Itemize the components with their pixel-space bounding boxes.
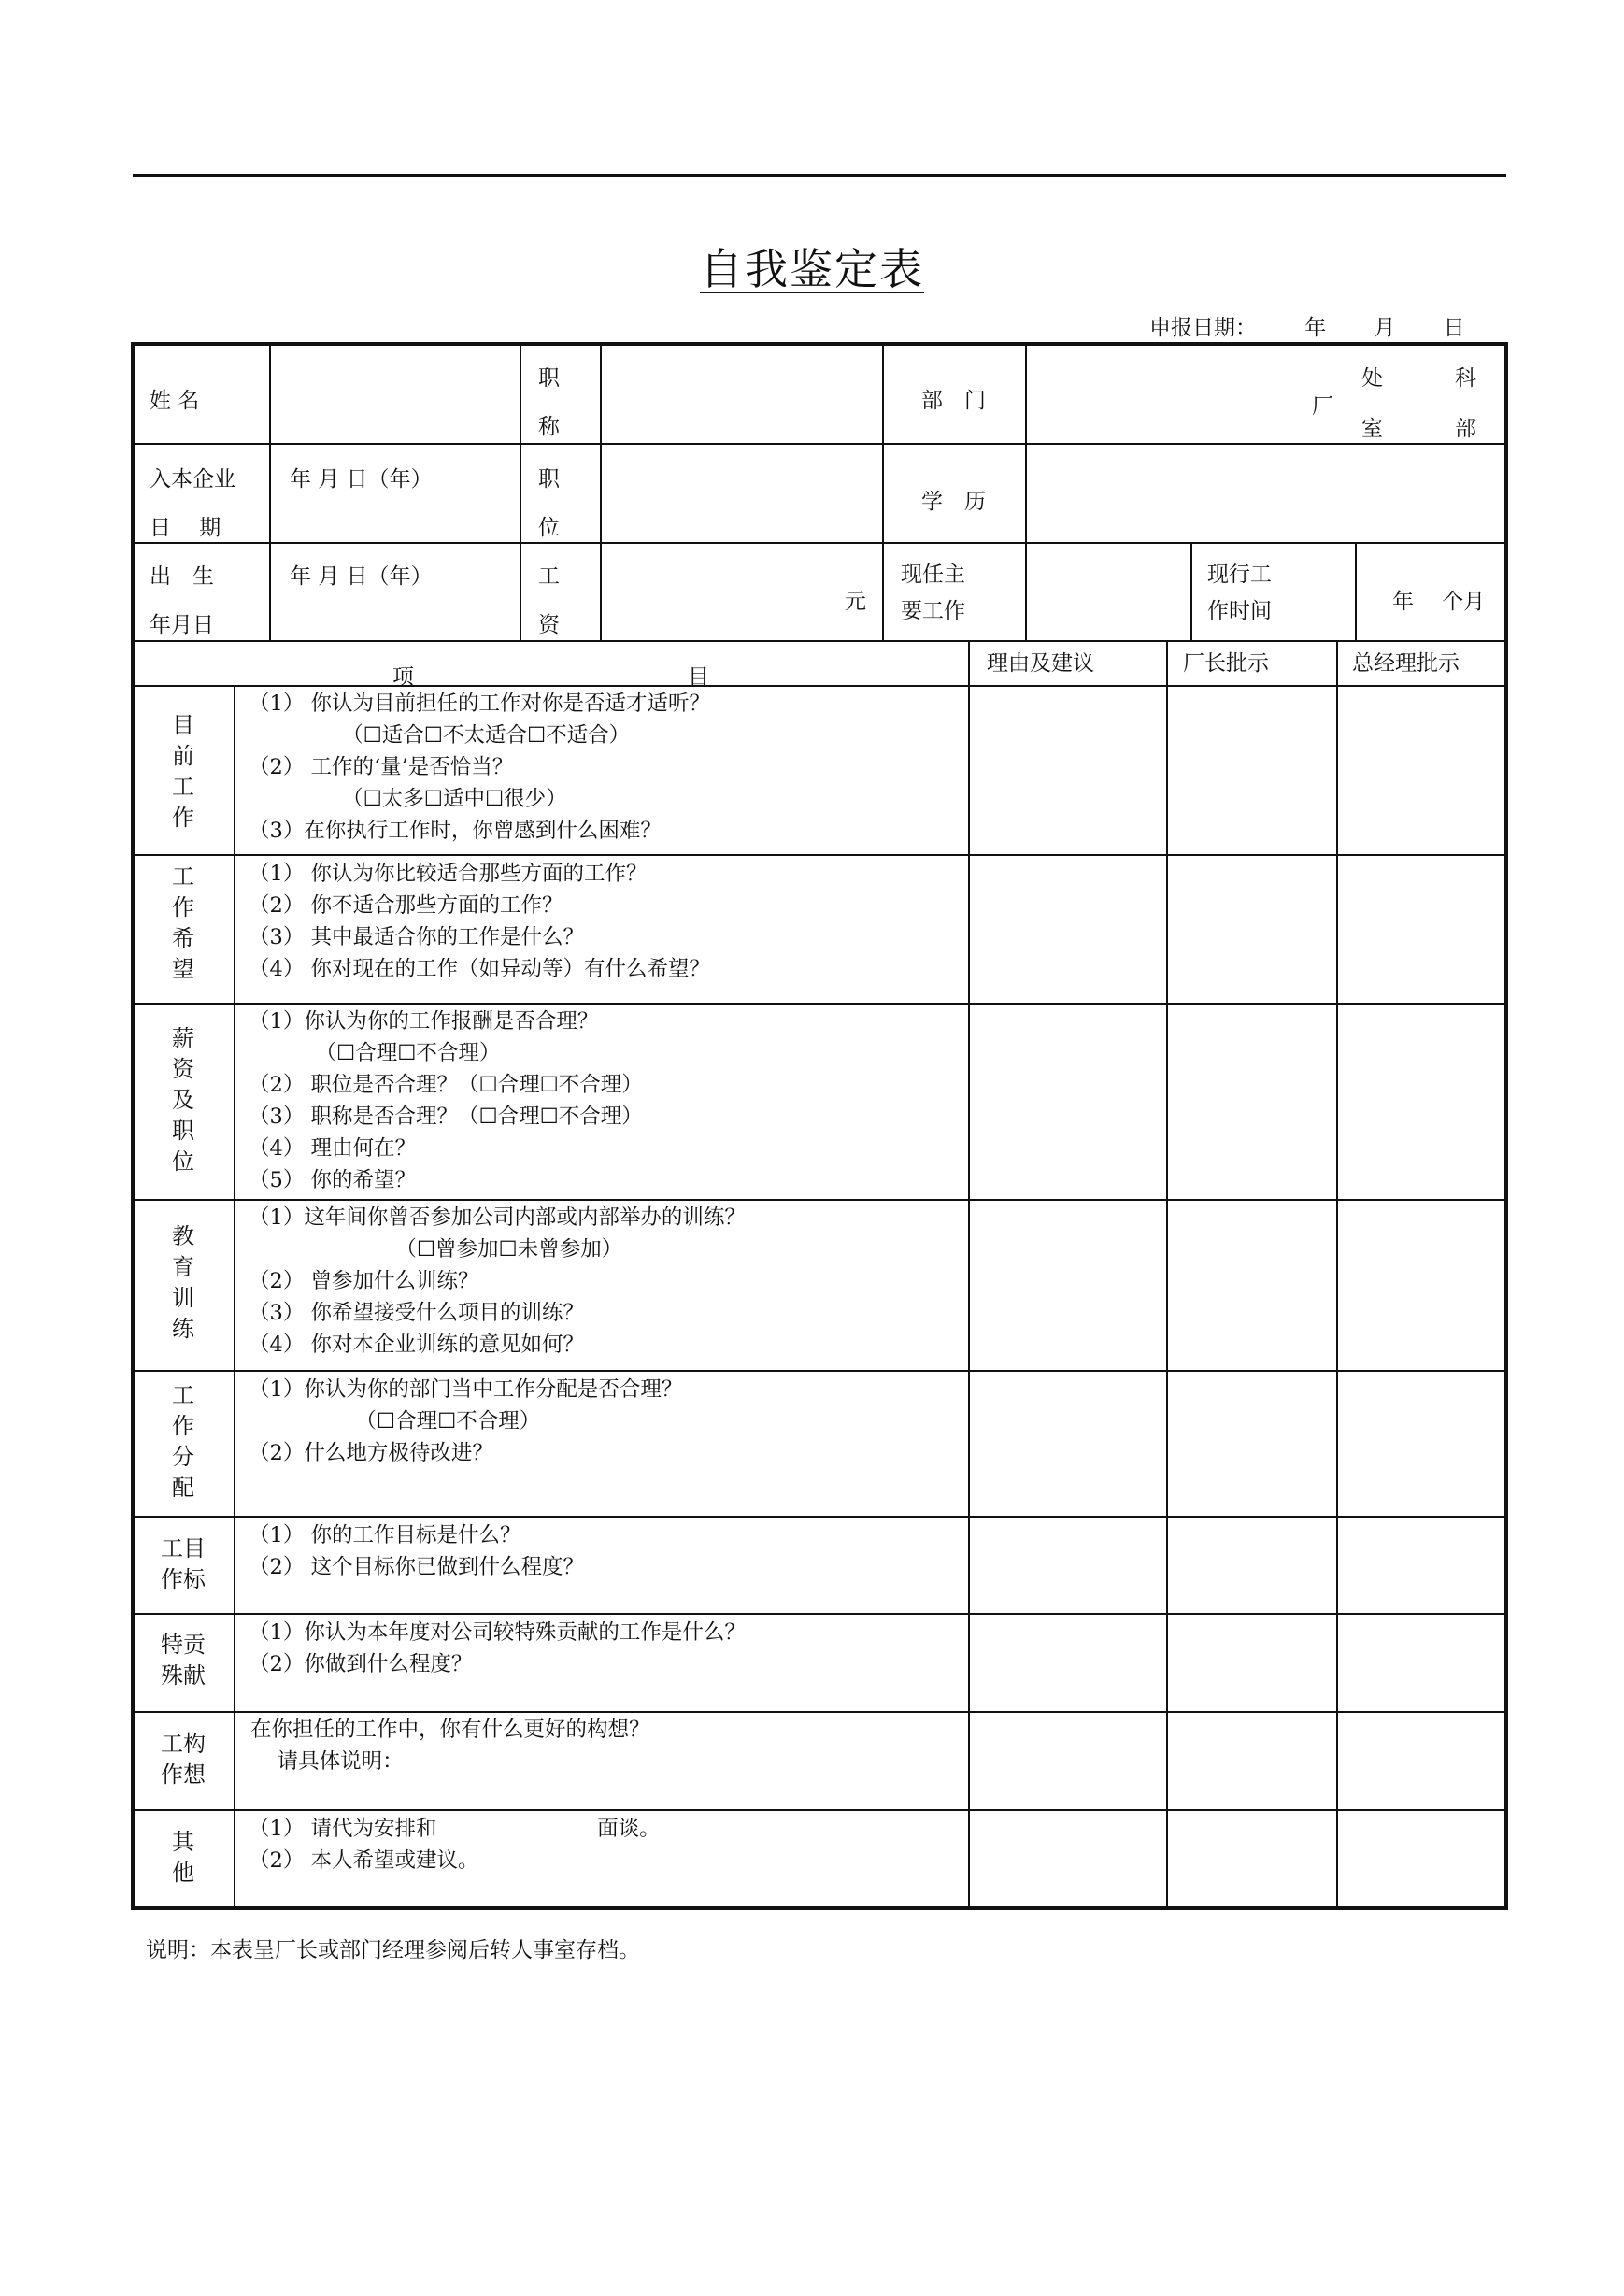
current-time-label-2: 作时间 xyxy=(1207,599,1272,623)
col-reason: 理由及建议 xyxy=(987,651,1094,676)
question-line: （☐合理☐不合理） xyxy=(249,1041,501,1065)
grid-line xyxy=(1355,542,1357,641)
dept-unit: 室 xyxy=(1361,417,1383,441)
question-line: （☐曾参加☐未曾参加） xyxy=(249,1237,623,1262)
grid-line xyxy=(133,542,1506,544)
section-label: 教 育 训 练 xyxy=(172,1223,194,1342)
report-date-line: 申报日期： 年 月 日 xyxy=(1149,316,1465,340)
birth-label-2: 年月日 xyxy=(150,613,214,637)
current-work-label-1: 现任主 xyxy=(901,563,965,587)
section-label: 目 前 工 作 xyxy=(172,712,194,831)
question-line: （2） 职位是否合理？（☐合理☐不合理） xyxy=(249,1073,643,1097)
grid-line xyxy=(133,640,1506,642)
position-label-1: 职 xyxy=(538,467,560,492)
question-line: （☐合理☐不合理） xyxy=(249,1409,541,1433)
section-label: 其 他 xyxy=(172,1829,194,1886)
question-line: （4） 你对本企业训练的意见如何？ xyxy=(249,1333,584,1357)
grid-line xyxy=(968,641,970,1908)
question-line: （1）这年间你曾否参加公司内部或内部举办的训练？ xyxy=(249,1205,746,1230)
grid-line xyxy=(133,1003,1506,1005)
question-line: （2） 曾参加什么训练？ xyxy=(249,1269,479,1293)
question-line: （3） 职称是否合理？（☐合理☐不合理） xyxy=(249,1105,643,1129)
question-line: （1） 你的工作目标是什么？ xyxy=(249,1523,521,1547)
birth-value: 年 月 日（年） xyxy=(290,564,433,589)
question-line: （2）什么地方极待改进？ xyxy=(249,1441,493,1465)
grid-line xyxy=(520,344,521,641)
question-line: （1）你认为你的工作报酬是否合理？ xyxy=(249,1009,599,1034)
question-line: （2）你做到什么程度？ xyxy=(249,1652,473,1676)
col-gm-approval: 总经理批示 xyxy=(1352,651,1460,676)
title-label-1: 职 xyxy=(538,366,560,391)
question-line: （2） 工作的‘量’是否恰当？ xyxy=(249,755,514,779)
question-line: （1）你认为本年度对公司较特殊贡献的工作是什么？ xyxy=(249,1620,746,1645)
question-line: （1） 你认为你比较适合那些方面的工作？ xyxy=(249,862,648,886)
department-label: 部 门 xyxy=(921,389,986,413)
section-label: 薪 资 及 职 位 xyxy=(172,1025,194,1175)
section-label: 工构 作想 xyxy=(161,1731,206,1788)
salary-label-1: 工 xyxy=(538,564,560,589)
position-label-2: 位 xyxy=(538,516,560,540)
join-date-label-1: 入本企业 xyxy=(150,467,235,492)
title-label-2: 称 xyxy=(538,415,560,439)
col-item-a: 项 xyxy=(392,665,414,690)
grid-line xyxy=(133,1809,1506,1811)
section-label: 工目 作标 xyxy=(161,1535,206,1592)
grid-line xyxy=(133,1613,1506,1615)
question-line: （3） 你希望接受什么项目的训练？ xyxy=(249,1301,584,1325)
question-line: （1） 请代为安排和 面谈。 xyxy=(249,1817,661,1841)
join-date-label-2: 日 期 xyxy=(150,516,221,540)
question-line: 在你担任的工作中，你有什么更好的构想？ xyxy=(250,1718,650,1742)
footer-note: 说明：本表呈厂长或部门经理参阅后转人事室存档。 xyxy=(146,1938,640,1962)
current-work-label-2: 要工作 xyxy=(901,599,965,623)
join-date-value: 年 月 日（年） xyxy=(290,467,433,492)
dept-unit: 处 xyxy=(1361,366,1383,391)
grid-line xyxy=(1336,641,1338,1908)
name-label: 姓 名 xyxy=(150,389,200,413)
grid-line xyxy=(1190,542,1192,641)
grid-line xyxy=(133,685,1506,687)
dept-unit: 厂 xyxy=(1312,394,1333,419)
top-rule xyxy=(133,174,1506,177)
grid-line xyxy=(133,1711,1506,1713)
grid-line xyxy=(133,854,1506,856)
current-time-value: 年 个月 xyxy=(1392,590,1486,614)
question-line: （1）你认为你的部门当中工作分配是否合理？ xyxy=(249,1377,683,1402)
question-line: （3） 其中最适合你的工作是什么？ xyxy=(249,925,584,949)
question-line: （☐适合☐不太适合☐不适合） xyxy=(249,723,631,748)
grid-line xyxy=(1166,641,1168,1908)
dept-unit: 科 xyxy=(1455,366,1476,391)
grid-line xyxy=(133,1370,1506,1372)
section-label: 工 作 分 配 xyxy=(172,1382,194,1501)
question-line: （☐太多☐适中☐很少） xyxy=(249,787,567,811)
question-line: （2） 你不适合那些方面的工作？ xyxy=(249,893,563,918)
page-title: 自我鉴定表 xyxy=(700,244,924,294)
col-factory-approval: 厂长批示 xyxy=(1183,651,1269,676)
section-label: 工 作 希 望 xyxy=(172,863,194,982)
grid-line xyxy=(133,443,1506,445)
question-line: （2） 这个目标你已做到什么程度？ xyxy=(249,1555,584,1579)
grid-line xyxy=(133,1516,1506,1518)
birth-label-1: 出 生 xyxy=(150,564,214,589)
grid-line xyxy=(1025,344,1027,641)
grid-line xyxy=(234,685,235,1908)
salary-unit: 元 xyxy=(845,590,866,614)
current-time-label-1: 现行工 xyxy=(1207,563,1272,587)
question-line: （4） 理由何在？ xyxy=(249,1136,416,1161)
question-line: （1） 你认为目前担任的工作对你是否适才适听？ xyxy=(249,692,710,716)
question-line: 请具体说明： xyxy=(250,1749,404,1774)
col-item-b: 目 xyxy=(688,665,709,690)
grid-line xyxy=(269,344,271,641)
education-label: 学 历 xyxy=(921,490,986,514)
question-line: （3）在你执行工作时，你曾感到什么困难？ xyxy=(249,819,662,843)
question-line: （4） 你对现在的工作（如异动等）有什么希望？ xyxy=(249,957,710,981)
question-line: （5） 你的希望？ xyxy=(249,1168,416,1192)
section-label: 特贡 殊献 xyxy=(161,1632,206,1689)
salary-label-2: 资 xyxy=(538,613,560,637)
grid-line xyxy=(882,344,884,641)
question-line: （2） 本人希望或建议。 xyxy=(249,1848,479,1873)
dept-unit: 部 xyxy=(1455,417,1476,441)
grid-line xyxy=(133,1199,1506,1201)
grid-line xyxy=(600,344,602,641)
